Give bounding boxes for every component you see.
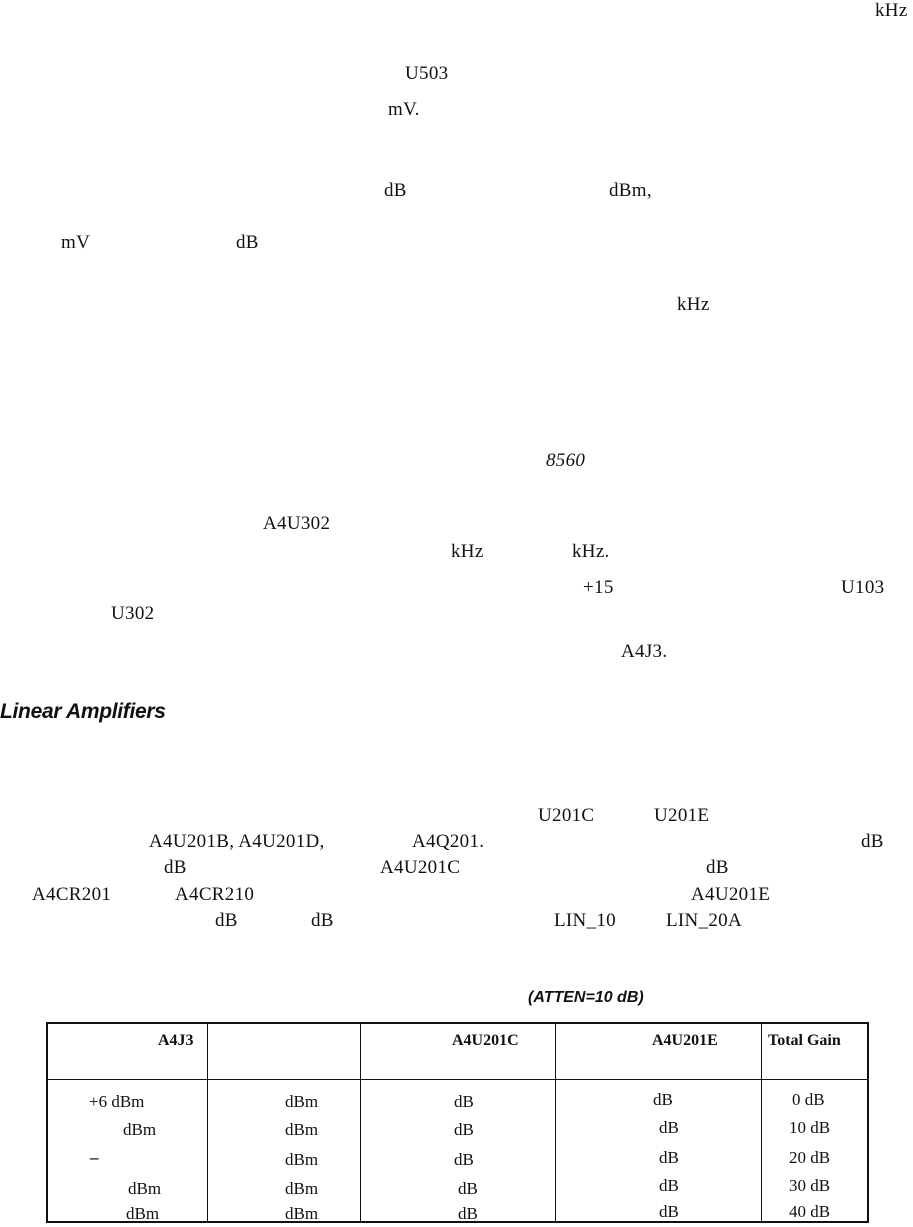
text-fragment: U201E [654, 805, 710, 826]
text-fragment: +15 [583, 577, 614, 598]
table-cell: dB [454, 1120, 474, 1139]
table-cell: dBm [128, 1179, 162, 1198]
column-divider [360, 1024, 361, 1221]
column-divider [555, 1024, 556, 1221]
table-cell: dB [454, 1092, 474, 1111]
column-divider [761, 1024, 762, 1221]
text-fragment: dB [384, 180, 407, 201]
text-fragment: dB [236, 232, 259, 253]
text-fragment: A4U302 [263, 513, 331, 534]
table-cell: dB [458, 1204, 478, 1223]
table-cell: dBm [126, 1204, 160, 1223]
header-a4u201c: A4U201C [452, 1032, 519, 1049]
text-fragment: U302 [111, 603, 155, 624]
text-fragment: dBm, [609, 180, 652, 201]
text-fragment: U103 [841, 577, 885, 598]
gain-table [46, 1022, 869, 1223]
table-cell: dBm [285, 1120, 319, 1139]
table-caption: (ATTEN=10 dB) [528, 989, 644, 1006]
table-cell: dB [653, 1090, 673, 1109]
text-fragment: 8560 [546, 450, 586, 471]
text-fragment: A4J3. [621, 641, 668, 662]
table-cell: dB [454, 1150, 474, 1169]
table-cell: dB [659, 1176, 679, 1195]
header-total-gain: Total Gain [768, 1032, 841, 1049]
table-cell: +6 dBm [89, 1092, 145, 1111]
text-fragment: kHz [677, 294, 710, 315]
text-fragment: LIN_20A [666, 910, 742, 931]
header-a4u201e: A4U201E [652, 1032, 718, 1049]
text-fragment: kHz [451, 541, 484, 562]
text-fragment: dB [164, 857, 187, 878]
text-fragment: A4CR201 [32, 884, 112, 905]
text-fragment: U201C [538, 805, 595, 826]
text-fragment: A4Q201. [412, 831, 485, 852]
text-fragment: U503 [405, 63, 449, 84]
table-cell: dB [659, 1148, 679, 1167]
text-fragment: dB [311, 910, 334, 931]
table-cell: dB [458, 1179, 478, 1198]
column-divider [207, 1024, 208, 1221]
header-a4j3: A4J3 [158, 1032, 194, 1049]
table-cell: 0 dB [792, 1090, 825, 1109]
table-cell: dB [659, 1202, 679, 1221]
text-fragment: dB [861, 831, 884, 852]
table-cell: 10 dB [789, 1118, 831, 1137]
text-fragment: mV [61, 232, 91, 253]
table-cell: dBm [285, 1179, 319, 1198]
text-fragment: kHz [875, 0, 908, 21]
text-fragment: dB [706, 857, 729, 878]
text-fragment: mV. [388, 99, 420, 120]
text-fragment: A4U201B, A4U201D, [149, 831, 325, 852]
text-fragment: kHz. [572, 541, 610, 562]
text-fragment: dB [215, 910, 238, 931]
header-divider [48, 1079, 867, 1080]
table-cell: 40 dB [789, 1202, 831, 1221]
section-heading: Linear Amplifiers [0, 700, 166, 723]
text-fragment: LIN_10 [554, 910, 616, 931]
table-cell: 20 dB [789, 1148, 831, 1167]
table-cell: – [90, 1148, 99, 1167]
table-cell: dBm [123, 1120, 157, 1139]
table-cell: dB [659, 1118, 679, 1137]
table-cell: 30 dB [789, 1176, 831, 1195]
text-fragment: A4U201C [380, 857, 461, 878]
table-cell: dBm [285, 1150, 319, 1169]
text-fragment: A4CR210 [175, 884, 255, 905]
table-cell: dBm [285, 1204, 319, 1223]
text-fragment: A4U201E [691, 884, 771, 905]
table-cell: dBm [285, 1092, 319, 1111]
